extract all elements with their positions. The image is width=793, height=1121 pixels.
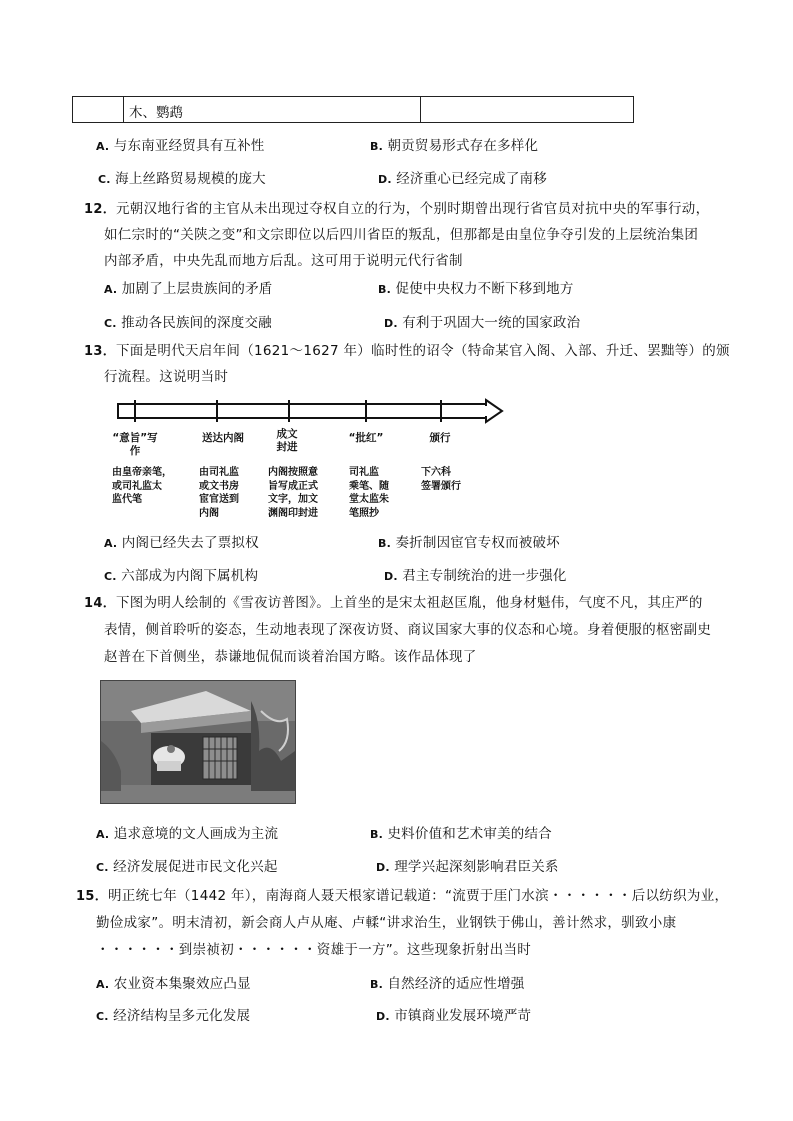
option-text: 史料价值和艺术审美的结合 [387, 826, 552, 842]
flow-step-label: 送达内阁 [202, 432, 244, 444]
q15-option-d [376, 1004, 531, 1024]
q11-option-d [378, 167, 547, 187]
desc-line: 或司礼监太 [112, 480, 162, 492]
desc-line: 渊阁印封进 [268, 507, 318, 519]
flow-timeline-arrow [110, 396, 510, 428]
q13-option-d [384, 564, 567, 584]
desc-line: 由司礼监 [199, 467, 239, 478]
option-text: 经济结构呈多元化发展 [113, 1008, 251, 1024]
option-text: 促使中央权力不断下移到地方 [395, 281, 574, 297]
flow-step-desc [349, 466, 389, 520]
flow-step-desc [268, 466, 318, 520]
stem-text: 下面是明代天启年间（1621～1627 年）临时性的诏令（特命某官入阁、入部、升迁、罢黜等）的颁 [116, 343, 730, 359]
stem-text: 明正统七年（1442 年），南海商人聂天根家谱记载道：“流贾于厓门水滨・・・・・・后以纺织为业， [108, 888, 729, 904]
option-label: B. [370, 828, 383, 841]
option-text: 加剧了上层贵族间的矛盾 [121, 281, 273, 297]
q14-stem-line-1 [84, 591, 703, 611]
flow-step-label: 成文封进 [276, 428, 298, 453]
option-label: B. [370, 140, 383, 153]
desc-line: 或文书房 [199, 480, 239, 492]
q12-option-d [384, 311, 580, 331]
q14-stem-line-2: 表情，侧首聆听的姿态，生动地表现了深夜访贤、商议国家大事的仪态和心境。身着便服的枢密副史 [104, 622, 712, 638]
q14-option-a [96, 822, 278, 842]
q12-option-c [104, 311, 272, 331]
desc-line: 笔照抄 [349, 507, 379, 519]
q14-stem-line-3: 赵普在下首侧坐，恭谦地侃侃而谈着治国方略。该作品体现了 [104, 649, 477, 665]
question-number: 15． [76, 889, 108, 904]
desc-line: 宦官送到 [199, 494, 239, 505]
q15-stem-line-3: ・・・・・・到崇祯初・・・・・・资雄于一方”。这些现象折射出当时 [96, 942, 532, 958]
option-text: 经济发展促进市民文化兴起 [113, 859, 278, 875]
q15-option-c [96, 1004, 250, 1024]
desc-line: 内阁 [199, 507, 219, 519]
option-label: A. [96, 140, 110, 153]
q13-stem-line-1 [84, 339, 730, 359]
option-label: A. [96, 828, 110, 841]
flow-step-label: 颁行 [429, 432, 451, 444]
option-label: C. [104, 317, 117, 330]
option-text: 朝贡贸易形式存在多样化 [387, 138, 539, 154]
flow-step-desc [112, 466, 172, 507]
q12-option-b [378, 277, 574, 297]
option-label: B. [370, 978, 383, 991]
question-number: 14． [84, 596, 116, 611]
option-text: 理学兴起深刻影响君臣关系 [394, 859, 559, 875]
option-text: 奏折制因宦官专权而被破坏 [395, 535, 560, 551]
option-label: C. [96, 1010, 109, 1023]
option-text: 农业资本集聚效应凸显 [113, 976, 251, 992]
option-label: C. [104, 570, 117, 583]
table-cell [123, 97, 421, 122]
option-text: 君主专制统治的进一步强化 [402, 568, 567, 584]
desc-line: 旨写成正式 [268, 480, 318, 492]
q12-stem-line-1 [84, 197, 709, 217]
q13-option-c [104, 564, 258, 584]
table-cell-empty [73, 97, 124, 122]
option-label: D. [378, 173, 392, 186]
option-label: D. [384, 317, 398, 330]
q15-stem-line-2: 勤俭成家”。明末清初，新会商人卢从庵、卢輮“讲求治生，业钢铁于佛山，善计然求，驯致小康 [96, 915, 677, 931]
q14-option-c [96, 855, 278, 875]
desc-line: 由皇帝亲笔， [112, 467, 172, 478]
q13-option-a [104, 531, 259, 551]
option-label: D. [376, 1010, 390, 1023]
option-text: 追求意境的文人画成为主流 [113, 826, 279, 842]
option-label: C. [98, 173, 111, 186]
question-number: 12． [84, 202, 116, 217]
q13-stem-line-2: 行流程。这说明当时 [104, 369, 229, 385]
option-text: 有利于巩固大一统的国家政治 [402, 315, 581, 331]
option-text: 市镇商业发展环境严苛 [394, 1008, 532, 1024]
stem-text: 下图为明人绘制的《雪夜访普图》。上首坐的是宋太祖赵匡胤，他身材魁伟，气度不凡，其庄严的 [116, 595, 703, 611]
question-number: 13． [84, 344, 116, 359]
option-text: 经济重心已经完成了南移 [396, 171, 547, 187]
q11-option-c [98, 167, 266, 187]
flow-step-desc [199, 466, 239, 520]
option-label: A. [96, 978, 110, 991]
option-text: 海上丝路贸易规模的庞大 [115, 171, 266, 187]
option-text: 内阁已经失去了票拟权 [121, 535, 259, 551]
option-label: A. [104, 283, 118, 296]
desc-line: 司礼监 [349, 467, 379, 478]
option-label: D. [384, 570, 398, 583]
option-label: B. [378, 283, 391, 296]
q12-option-a [104, 277, 273, 297]
q15-option-a [96, 972, 251, 992]
q12-stem-line-3: 内部矛盾，中央先乱而地方后乱。这可用于说明元代行省制 [104, 253, 463, 269]
q11-option-a [96, 134, 265, 154]
desc-line: 文字，加文 [268, 494, 318, 505]
option-text: 六部成为内阁下属机构 [121, 568, 259, 584]
desc-line: 乘笔、随 [349, 480, 389, 492]
option-label: B. [378, 537, 391, 550]
q14-option-d [376, 855, 559, 875]
flow-step-label: “意旨”写作 [112, 432, 158, 457]
desc-line: 内阁按照意 [268, 467, 318, 478]
option-label: D. [376, 861, 390, 874]
table-cell-text: 木、鹦鹉 [129, 105, 183, 121]
option-label: C. [96, 861, 109, 874]
q11-option-b [370, 134, 538, 154]
desc-line: 监代笔 [112, 494, 142, 505]
q14-option-b [370, 822, 552, 842]
flow-step-label: “批红” [348, 432, 384, 444]
q15-option-b [370, 972, 524, 992]
q13-option-b [378, 531, 560, 551]
desc-line: 签署颁行 [421, 480, 461, 492]
desc-line: 堂太监朱 [349, 494, 389, 505]
option-text: 自然经济的适应性增强 [387, 976, 525, 992]
option-text: 与东南亚经贸具有互补性 [113, 138, 265, 154]
flow-step-desc [421, 466, 461, 493]
option-text: 推动各民族间的深度交融 [121, 315, 272, 331]
q15-stem-line-1 [76, 884, 728, 904]
desc-line: 下六科 [421, 467, 451, 478]
option-label: A. [104, 537, 118, 550]
table-fragment [72, 96, 634, 123]
q12-stem-line-2: 如仁宗时的“关陕之变”和文宗即位以后四川省臣的叛乱，但那都是由皇位争夺引发的上层统治集团 [104, 227, 699, 243]
stem-text: 元朝汉地行省的主官从未出现过夺权自立的行为，个别时期曾出现行省官员对抗中央的军事行动， [116, 201, 710, 217]
painting-image [100, 680, 296, 804]
